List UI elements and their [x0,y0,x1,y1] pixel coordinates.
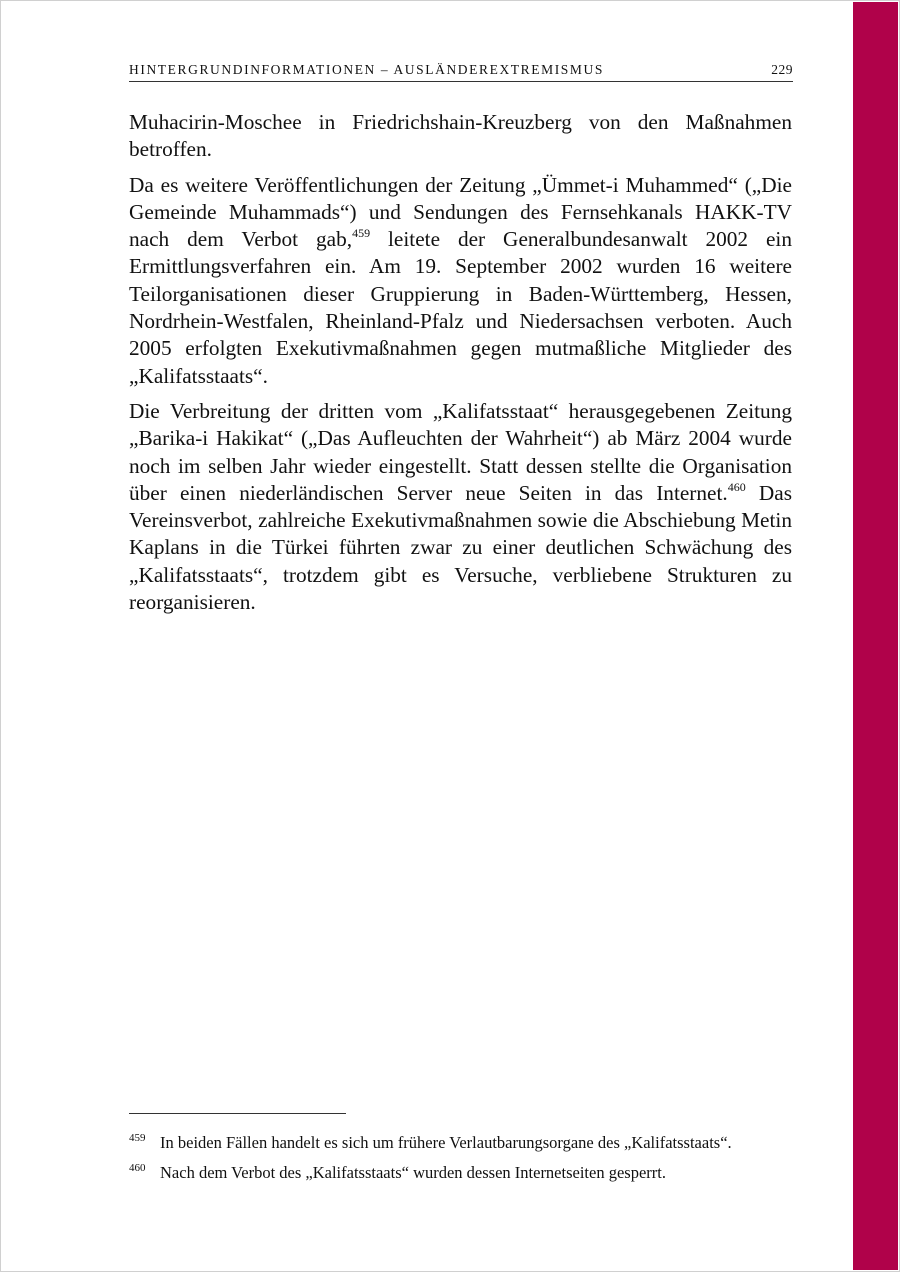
paragraph-3-text-a: Die Verbreitung der dritten vom „Kalifatsstaat“ herausgegebenen Zeitung „Barika-i Hakikat“ („Das Aufleuchten der Wahrheit“) ab März 2004 wurde noch im selben Jahr wieder eingestellt. Statt dessen stellte die Organisation über einen niederländischen Server neue Seiten in das Internet. [129,398,792,505]
footnote-460 [129,1163,799,1183]
side-color-bar [853,2,898,1270]
paragraph-1 [129,109,792,164]
paragraph-2-text-a: Da es weitere Veröffentlichungen der Zeitung „Ümmet-i Muhammed“ („Die Gemeinde Muhammads“) und Sendungen des Fernsehkanals HAKK-TV nach dem Verbot gab, [129,172,792,252]
paragraph-1-text: Muhacirin-Moschee in Friedrichshain-Kreuzberg von den Maßnahmen betroffen. [129,110,792,162]
footnote-ref-459[interactable]: 459 [352,226,371,241]
footnote-separator [129,1113,346,1114]
footnotes [129,1133,799,1193]
body-text [129,109,792,624]
paragraph-3 [129,398,792,616]
footnote-ref-460[interactable]: 460 [727,479,746,494]
running-header [129,62,793,82]
footnote-text: In beiden Fällen handelt es sich um frühere Verlautbarungsorgane des „Kalifatsstaats“. [160,1133,732,1152]
running-header-title: HINTERGRUNDINFORMATIONEN – AUSLÄNDEREXTREMISMUS [129,62,604,77]
paragraph-2 [129,172,792,390]
paragraph-3-text-b: Das Vereinsverbot, zahlreiche Exekutivmaßnahmen sowie die Abschiebung Metin Kaplans in die Türkei führten zwar zu einer deutlichen Schwächung des „Kalifatsstaats“, trotzdem gibt es Versuche, verbliebene Strukturen zu reorganisieren. [129,480,792,615]
paragraph-2-text-b: leitete der Generalbundesanwalt 2002 ein Ermittlungsverfahren ein. Am 19. September 2002 wurden 16 weitere Teilorganisationen dieser Gruppierung in Baden-Württemberg, Hessen, Nordrhein-Westfalen, Rheinland-Pfalz und Niedersachsen verboten. Auch 2005 erfolgten Exekutivmaßnahmen gegen mutmaßliche Mitglieder des „Kalifatsstaats“. [129,227,793,388]
footnote-text: Nach dem Verbot des „Kalifatsstaats“ wurden dessen Internetseiten gesperrt. [160,1163,666,1182]
footnote-459 [129,1133,799,1153]
page-number: 229 [771,62,793,77]
footnote-number: 460 [129,1162,146,1174]
footnote-number: 459 [129,1132,146,1144]
